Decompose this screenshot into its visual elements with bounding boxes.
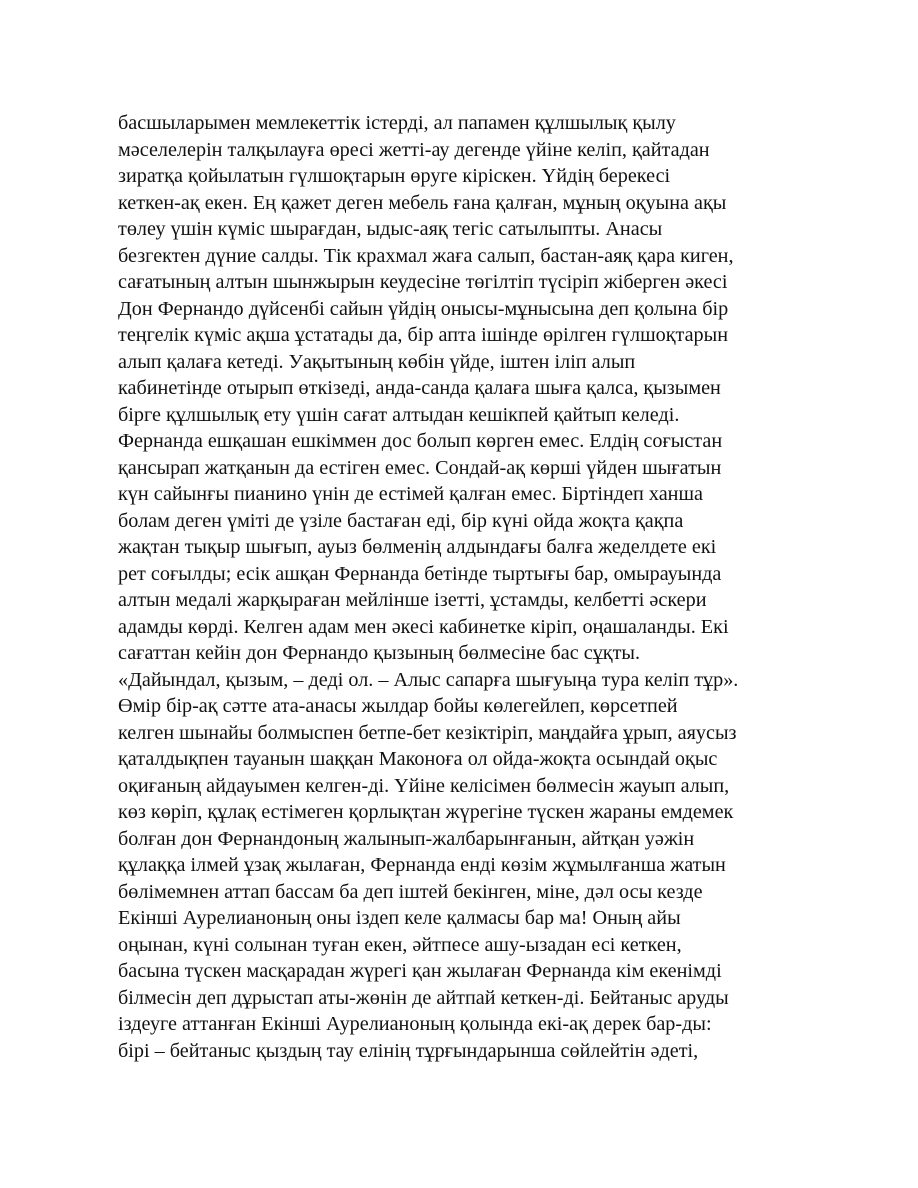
text-line: күн сайынғы пианино үнін де естімей қалған емес. Біртіндеп ханша [118, 483, 703, 505]
text-line: іздеуге аттанған Екінші Аурелианоның қолында екі-ақ дерек бар-ды: [118, 1013, 712, 1035]
text-line: басына түскен масқарадан жүрегі қан жылаған Фернанда кім екенімді [118, 960, 722, 982]
text-line: Екінші Аурелианоның оны іздеп келе қалмасы бар ма! Оның айы [118, 907, 681, 929]
text-line: қаталдықпен тауанын шаққан Маконоға ол ойда-жоқта осындай оқыс [118, 748, 718, 770]
text-line: безгектен дүние салды. Тік крахмал жаға салып, бастан-аяқ қара киген, [118, 244, 734, 267]
text-line: сағатының алтын шынжырын кеудесіне төгілтіп түсіріп жіберген әкесі [118, 271, 728, 293]
body-text [118, 110, 838, 1064]
text-line: алтын медалі жарқыраған мейлінше ізетті, ұстамды, келбетті әскери [118, 589, 707, 611]
text-line: төлеу үшін күміс шырағдан, ыдыс-аяқ тегіс сатылыпты. Анасы [118, 218, 663, 240]
text-line: бірі – бейтаныс қыздың тау елінің тұрғындарынша сөйлейтін әдеті, [118, 1039, 699, 1062]
text-line: бірге құлшылық ету үшін сағат алтыдан кешікпей қайтып келеді. [118, 403, 680, 426]
text-line: адамды көрді. Келген адам мен әкесі кабинетке кіріп, оңашаланды. Екі [118, 615, 729, 638]
text-line: алып қалаға кетеді. Уақытының көбін үйде, іштен іліп алып [118, 350, 636, 373]
text-line: көз көріп, құлақ естімеген қорлықтан жүрегіне түскен жараны емдемек [118, 801, 734, 823]
text-line: «Дайындал, қызым, – деді ол. – Алыс сапарға шығуыңа тура келіп тұр». [118, 668, 739, 691]
text-line: бөлімемнен аттап бассам ба деп іштей бекінген, міне, дәл осы кезде [118, 880, 703, 903]
text-line: кабинетінде отырып өткізеді, анда-санда қалаға шыға қалса, қызымен [118, 377, 721, 399]
text-line: қансырап жатқанын да естіген емес. Сондай-ақ көрші үйден шығатын [118, 456, 722, 479]
text-line: зиратқа қойылатын гүлшоқтарын өруге кіріскен. Үйдің берекесі [118, 165, 671, 187]
text-line: оңынан, күні солынан туған екен, әйтпесе ашу-ызадан есі кеткен, [118, 933, 682, 956]
text-line: теңгелік күміс ақша ұстатады да, бір апта ішінде өрілген гүлшоқтарын [118, 324, 729, 346]
text-line: мәселелерін талқылауға өресі жетті-ау дегенде үйіне келіп, қайтадан [118, 138, 710, 161]
text-line: оқиғаның айдауымен келген-ді. Үйіне келісімен бөлмесін жауып алып, [118, 774, 730, 797]
text-line: Фернанда ешқашан ешкіммен дос болып көрген емес. Елдің соғыстан [118, 430, 723, 452]
text-line: жақтан тықыр шығып, ауыз бөлменің алдындағы балға жеделдете екі [118, 536, 717, 558]
text-line: құлаққа ілмей ұзақ жылаған, Фернанда енді көзім жұмылғанша жатын [118, 854, 726, 876]
text-line: білмесін деп дұрыстап аты-жөнін де айтпай кеткен-ді. Бейтаныс аруды [118, 986, 729, 1009]
text-line: рет соғылды; есік ашқан Фернанда бетінде тыртығы бар, омырауында [118, 562, 722, 585]
text-line: болам деген үміті де үзіле бастаған еді, бір күні ойда жоқта қақпа [118, 509, 684, 532]
text-line: кеткен-ақ екен. Ең қажет деген мебель ғана қалған, мұның оқуына ақы [118, 191, 727, 214]
text-line: болған дон Фернандоның жалынып-жалбарынғанын, айтқан уәжін [118, 827, 695, 850]
text-line: келген шынайы болмыспен бетпе-бет кезіктіріп, маңдайға ұрып, аяусыз [118, 721, 737, 744]
text-line: Өмір бір-ақ сәтте ата-анасы жылдар бойы көлегейлеп, көрсетпей [118, 695, 678, 717]
text-line: басшыларымен мемлекеттік істерді, ал папамен құлшылық қылу [118, 112, 676, 134]
text-line: Дон Фернандо дүйсенбі сайын үйдің онысы-мұнысына деп қолына бір [118, 297, 729, 320]
text-line: сағаттан кейін дон Фернандо қызының бөлмесіне бас сұқты. [118, 642, 641, 664]
